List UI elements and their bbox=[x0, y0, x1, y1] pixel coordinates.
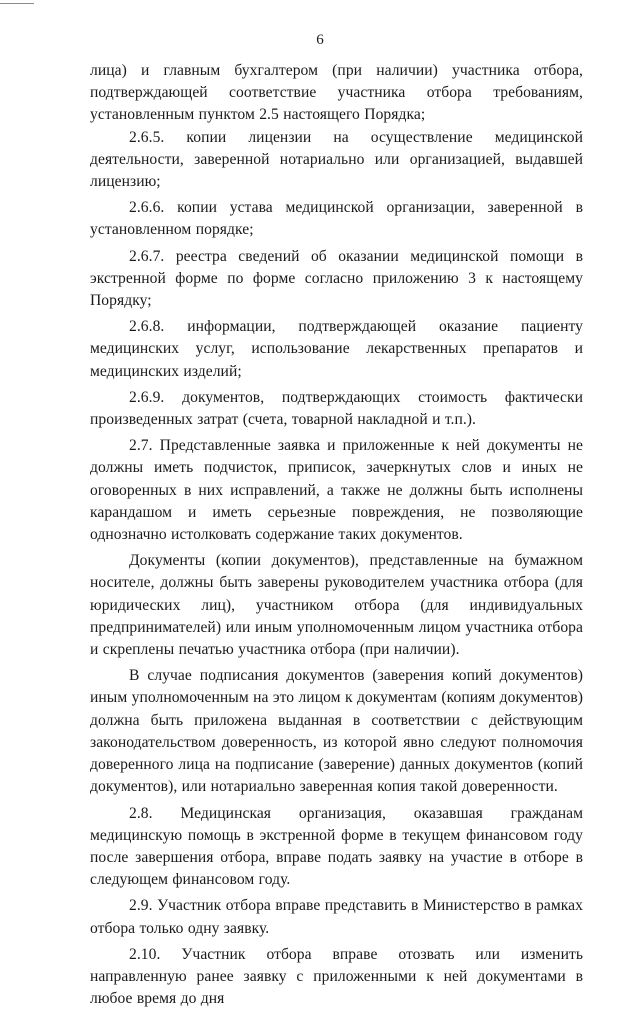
document-body bbox=[90, 60, 583, 1010]
paragraph-2-6-8: 2.6.8. информации, подтверждающей оказание пациенту медицинских услуг, использование лекарственных препаратов и медицинских изделий; bbox=[90, 318, 583, 380]
paragraph-2-7: 2.7. Представленные заявка и приложенные к ней документы не должны иметь подчисток, приписок, зачеркнутых слов и иных не оговоренных в них исправлений, а также не должны быть исполнены карандашом и иметь серьезные повреждения, не позволяющие однозначно истолковать содержание таких документов. bbox=[90, 437, 583, 544]
paragraph-power-of-attorney: В случае подписания документов (заверения копий документов) иным уполномоченным на это лицом к документам (копиям документов) должна быть приложена выданная в соответствии с действующим законодательством доверенность, из которой явно следуют полномочия доверенного лица на подписание (заверение) данных документов (копий документов), или нотариально заверенная копия такой доверенности. bbox=[90, 667, 583, 796]
paragraph-2-10: 2.10. Участник отбора вправе отозвать или изменить направленную ранее заявку с приложенными к ней документами в любое время до дня bbox=[90, 945, 583, 1008]
paragraph-2-6-7: 2.6.7. реестра сведений об оказании медицинской помощи в экстренной форме по форме согласно приложению 3 к настоящему Порядку; bbox=[90, 247, 583, 310]
paragraph-2-6-9: 2.6.9. документов, подтверждающих стоимость фактически произведенных затрат (счета, товарной накладной и т.п.). bbox=[90, 388, 583, 429]
paragraph-2-9: 2.9. Участник отбора вправе представить в Министерство в рамках отбора только одну заявку. bbox=[90, 897, 583, 937]
paragraph-documents-certification: Документы (копии документов), представленные на бумажном носителе, должны быть заверены руководителем участника отбора (для юридических лиц), участником отбора (для индивидуальных предпринимателей) или иным уполномоченным лицом участника отбора и скреплены печатью участника отбора (при наличии). bbox=[90, 552, 583, 659]
paragraph-continuation: лица) и главным бухгалтером (при наличии) участника отбора, подтверждающей соответствие участника отбора требованиям, установленным пунктом 2.5 настоящего Порядка; bbox=[90, 62, 583, 124]
paragraph-2-8: 2.8. Медицинская организация, оказавшая гражданам медицинскую помощь в экстренной форме в текущем финансовом году после завершения отбора, вправе подать заявку на участие в отборе в следующем финансовом году. bbox=[90, 804, 583, 889]
paragraph-2-6-5: 2.6.5. копии лицензии на осуществление медицинской деятельности, заверенной нотариально или организацией, выдавшей лицензию; bbox=[90, 128, 583, 191]
page-number: 6 bbox=[316, 32, 324, 48]
paragraph-2-6-6: 2.6.6. копии устава медицинской организации, заверенной в установленном порядке; bbox=[90, 199, 583, 239]
scan-edge-mark bbox=[0, 0, 34, 4]
